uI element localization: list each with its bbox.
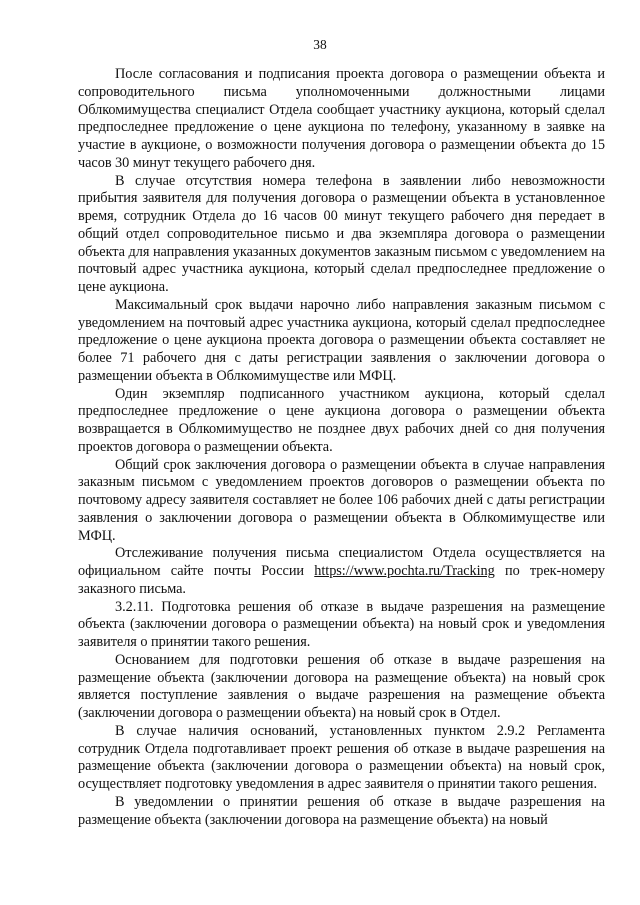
document-body (78, 66, 605, 829)
paragraph-total-contract-term: Общий срок заключения договора о размещении объекта в случае направления заказным письмом с уведомлением проектов договоров о размещении объекта по почтовому адресу заявителя составляет не более 106 рабочих дней с даты регистрации заявления о заключении договора о размещении объекта в Облкомимуществе или МФЦ. (78, 456, 605, 544)
paragraph-signed-copy-return: Один экземпляр подписанного участником аукциона, который сделал предпоследнее предложение о цене аукциона договора о размещении объекта возвращается в Облкомимущество не позднее двух рабочих дней со дня получения проектов договора о размещении объекта. (78, 385, 605, 455)
paragraph-refusal-grounds: В случае наличия оснований, установленных пунктом 2.9.2 Регламента сотрудник Отдела подготавливает проект решения об отказе в выдаче разрешения на размещение объекта (заключении договора о размещении объекта) на новый срок, осуществляет подготовку уведомления в адрес заявителя о принятии такого решения. (78, 722, 605, 792)
paragraph-refusal-notification: В уведомлении о принятии решения об отказе в выдаче разрешения на размещение объекта (заключении договора на размещение объекта) на новый (78, 793, 605, 828)
paragraph-refusal-basis: Основанием для подготовки решения об отказе в выдаче разрешения на размещение объекта (заключении договора на размещение объекта) на новый срок является поступление заявления о выдаче разрешения на размещение объекта (заключении договора о размещении объекта) на новый срок в Отдел. (78, 651, 605, 721)
tracking-text-before: Отслеживание получения письма специалистом Отдела осуществляется на официальном сайте почты России (78, 545, 605, 579)
paragraph-no-phone-mail-sending: В случае отсутствия номера телефона в заявлении либо невозможности прибытия заявителя для получения договора о размещении объекта в установленное время, сотрудник Отдела до 16 часов 00 минут текущего рабочего дня передает в общий отдел сопроводительное письмо и два экземпляра договора о размещении объекта для направления указанных документов заказным письмом с уведомлением на почтовый адрес участника аукциона, который сделал предпоследнее предложение о цене аукциона. (78, 172, 605, 295)
paragraph-contract-approval-notification: После согласования и подписания проекта договора о размещении объекта и сопроводительного письма уполномоченными должностными лицами Облкомимущества специалист Отдела сообщает участнику аукциона, который сделал предпоследнее предложение о цене аукциона по телефону, указанному в заявке на участие в аукционе, о возможности получения договора о размещении объекта до 15 часов 30 минут текущего рабочего дня. (78, 66, 605, 171)
pochta-tracking-link[interactable]: https://www.pochta.ru/Tracking (314, 563, 495, 579)
paragraph-mail-tracking (78, 545, 605, 598)
tracking-text-after: по трек-номеру заказного письма. (78, 563, 605, 597)
section-3-2-11-heading: 3.2.11. Подготовка решения об отказе в выдаче разрешения на размещение объекта (заключении договора о размещении объекта) на новый срок и уведомления заявителя о принятии такого решения. (78, 598, 605, 650)
page-number: 38 (313, 37, 327, 52)
paragraph-max-delivery-term: Максимальный срок выдачи нарочно либо направления заказным письмом с уведомлением на почтовый адрес участника аукциона, который сделал предпоследнее предложение о цене аукциона проекта договора о размещении объекта составляет не более 71 рабочего дня с даты регистрации заявления о заключении договора о размещении объекта в Облкомимуществе или МФЦ. (78, 296, 605, 384)
